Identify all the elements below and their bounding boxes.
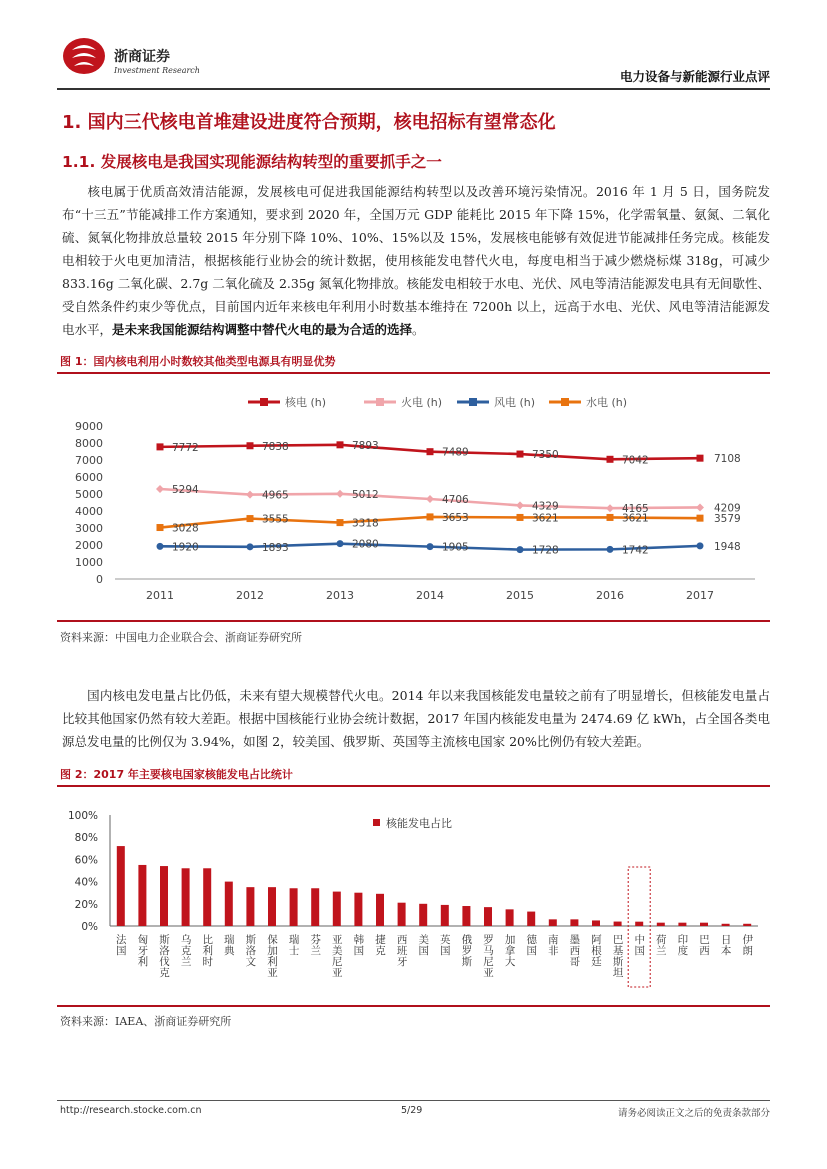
data-point — [517, 514, 524, 521]
bar — [592, 920, 600, 926]
data-point — [156, 485, 164, 493]
bar — [376, 894, 384, 926]
bar — [635, 922, 643, 926]
x-tick-label: 美国 — [417, 934, 430, 956]
y-tick-label: 4000 — [75, 505, 103, 518]
data-point — [516, 501, 524, 509]
x-tick-label: 巴基斯坦 — [611, 934, 624, 978]
data-point — [337, 441, 344, 448]
y-tick-label: 3000 — [75, 522, 103, 535]
data-point — [247, 442, 254, 449]
legend-label: 风电 (h) — [494, 396, 536, 409]
data-label: 4209 — [714, 502, 741, 515]
x-tick-label: 2015 — [506, 589, 534, 602]
y-tick-label: 80% — [74, 832, 98, 845]
logo-cn-text: 浙商证券 — [114, 49, 170, 65]
bar — [722, 924, 730, 926]
company-logo — [62, 36, 106, 76]
data-point — [247, 543, 254, 550]
legend-label: 核能发电占比 — [386, 817, 452, 830]
legend-marker — [561, 398, 569, 406]
bar — [246, 887, 254, 926]
bar — [441, 905, 449, 926]
paragraph-1 — [62, 180, 770, 341]
x-tick-label: 法国 — [114, 934, 127, 956]
highlight-box — [628, 867, 650, 987]
data-label: 3653 — [442, 511, 469, 524]
bar — [700, 923, 708, 926]
bar — [678, 923, 686, 926]
x-tick-label: 2016 — [596, 589, 624, 602]
footer-disclaimer: 请务必阅读正文之后的免责条款部分 — [617, 1108, 770, 1119]
bar — [657, 923, 665, 926]
x-tick-label: 保加利亚 — [266, 934, 278, 978]
x-tick-label: 比利时 — [201, 934, 214, 967]
y-tick-label: 0% — [81, 921, 98, 933]
x-tick-label: 阿根廷 — [590, 934, 602, 967]
data-label: 1948 — [714, 540, 741, 553]
data-label: 1905 — [442, 541, 469, 554]
bar — [743, 924, 751, 926]
figure-1-title: 图 1：国内核电利用小时数较其他类型电源具有明显优势 — [60, 355, 336, 368]
data-label: 7489 — [442, 446, 469, 459]
data-point — [336, 490, 344, 498]
x-tick-label: 巴西 — [698, 934, 710, 956]
x-tick-label: 墨西哥 — [568, 934, 581, 967]
data-point — [427, 448, 434, 455]
y-tick-label: 9000 — [75, 420, 103, 433]
data-point — [607, 514, 614, 521]
header-divider — [57, 88, 770, 90]
x-tick-label: 印度 — [676, 934, 689, 956]
data-label: 3555 — [262, 513, 289, 526]
bar — [506, 909, 514, 926]
bar — [268, 887, 276, 926]
bar — [614, 922, 622, 926]
data-point — [697, 542, 704, 549]
legend-label: 水电 (h) — [586, 396, 628, 409]
paragraph-1-text: 核电属于优质高效清洁能源，发展核电可促进我国能源结构转型以及改善环境污染情况。2016 年 1 月 5 日，国务院发布“十三五”节能减排工作方案通知，要求到 2020 年，全国万元 GDP 能耗比 2015 年下降 15%，化学需氧量、氨氮、二氧化硫、氮氧化物排放总量较 2015 年分别下降 10%、10%、15%以及 15%，发展核电能够有效促进节能减排任务完成。核能发电相较于火电更加清洁，根据核能行业协会的统计数据，使用核能发电替代火电，每度电相当于减少燃烧标煤 318g，可减少 833.16g 二氧化碳、2.7g 二氧化硫及 2.35g 氮氧化物排放。核能发电相较于水电、光伏、风电等清洁能源发电具有无间歇性、受自然条件约束少等优点，目前国内近年来核电年利用小时数基本维持在 7200h 以上，远高于水电、光伏、风电等清洁能源发电水平， — [62, 184, 770, 337]
x-tick-label: 亚美尼亚 — [330, 934, 343, 978]
bar — [290, 888, 298, 926]
data-label: 3621 — [622, 512, 649, 525]
x-tick-label: 俄罗斯 — [460, 934, 473, 967]
data-label: 1893 — [262, 541, 289, 554]
y-tick-label: 8000 — [75, 437, 103, 450]
figure-2-bottom-rule — [57, 1005, 770, 1007]
figure-1-bottom-rule — [57, 620, 770, 622]
x-tick-label: 芬兰 — [309, 934, 322, 956]
data-label: 1728 — [532, 544, 559, 557]
legend-marker — [373, 819, 380, 826]
bar — [462, 906, 470, 926]
figure-1-line-chart — [60, 380, 768, 616]
bar — [138, 865, 146, 926]
x-tick-label: 2013 — [326, 589, 354, 602]
x-tick-label: 韩国 — [352, 934, 365, 956]
data-label: 3028 — [172, 522, 199, 535]
x-tick-label: 西班牙 — [395, 934, 408, 967]
paragraph-1-end: 。 — [412, 322, 425, 337]
y-tick-label: 20% — [74, 898, 98, 911]
paragraph-2-text: 国内核电发电量占比仍低，未来有望大规模替代火电。2014 年以来我国核能发电量较之前有了明显增长，但核能发电量占比较其他国家仍然有较大差距。根据中国核能行业协会统计数据，2017 年国内核能发电量为 2474.69 亿 kWh，占全国各类电源总发电量的比例仅为 3.94%，如图 2，较美国、俄罗斯、英国等主流核电国家 20%比例仍有较大差距。 — [62, 688, 770, 749]
bar — [160, 866, 168, 926]
x-tick-label: 斯洛文 — [244, 934, 257, 967]
x-tick-label: 瑞典 — [222, 934, 235, 956]
x-tick-label: 捷克 — [374, 934, 386, 956]
data-point — [607, 456, 614, 463]
y-tick-label: 40% — [74, 876, 98, 889]
x-tick-label: 2012 — [236, 589, 264, 602]
x-tick-label: 中国 — [633, 934, 646, 956]
data-point — [517, 546, 524, 553]
x-tick-label: 日本 — [719, 934, 732, 956]
data-label: 7042 — [622, 454, 649, 467]
legend-marker — [260, 398, 268, 406]
bar — [182, 868, 190, 926]
data-label: 4706 — [442, 493, 469, 506]
data-label: 5294 — [172, 484, 199, 497]
data-label: 7838 — [262, 440, 289, 453]
x-tick-label: 瑞士 — [287, 934, 300, 956]
bar — [117, 846, 125, 926]
y-tick-label: 7000 — [75, 454, 103, 467]
paragraph-2 — [62, 684, 770, 753]
bar — [354, 893, 362, 926]
y-tick-label: 100% — [67, 810, 98, 822]
data-label: 1920 — [172, 541, 199, 554]
bar — [203, 868, 211, 926]
logo-en-text: Investment Research — [114, 66, 200, 75]
data-label: 3621 — [532, 512, 559, 525]
figure-1-source: 资料来源：中国电力企业联合会、浙商证券研究所 — [60, 631, 302, 644]
data-label: 4965 — [262, 489, 289, 502]
x-tick-label: 荷兰 — [654, 934, 667, 956]
data-point — [696, 503, 704, 511]
x-tick-label: 2014 — [416, 589, 444, 602]
data-label: 3579 — [714, 513, 741, 526]
x-tick-label: 斯洛伐克 — [158, 934, 170, 978]
bar — [311, 888, 319, 926]
data-label: 1742 — [622, 544, 649, 557]
data-label: 7893 — [352, 439, 379, 452]
x-tick-label: 伊朗 — [741, 934, 754, 956]
x-tick-label: 匈牙利 — [136, 934, 149, 967]
footer-divider — [57, 1100, 770, 1101]
bar — [419, 904, 427, 926]
figure-2-top-rule — [57, 785, 770, 787]
data-point — [607, 546, 614, 553]
data-label: 4165 — [622, 503, 649, 516]
x-tick-label: 乌克兰 — [179, 934, 192, 967]
data-point — [427, 513, 434, 520]
data-point — [157, 443, 164, 450]
y-tick-label: 0 — [96, 573, 103, 586]
figure-2-source: 资料来源：IAEA、浙商证券研究所 — [60, 1015, 232, 1028]
legend-label: 核电 (h) — [285, 396, 327, 409]
bar — [398, 903, 406, 926]
x-tick-label: 2017 — [686, 589, 714, 602]
bar — [549, 919, 557, 926]
data-point — [427, 543, 434, 550]
data-point — [606, 504, 614, 512]
y-tick-label: 60% — [74, 854, 98, 867]
y-tick-label: 6000 — [75, 471, 103, 484]
legend-marker — [469, 398, 477, 406]
legend-label: 火电 (h) — [401, 396, 443, 409]
x-tick-label: 德国 — [525, 934, 538, 956]
y-tick-label: 5000 — [75, 488, 103, 501]
x-tick-label: 南非 — [546, 934, 559, 956]
y-tick-label: 1000 — [75, 556, 103, 569]
footer-url[interactable]: http://research.stocke.com.cn — [60, 1105, 202, 1116]
figure-2-bar-chart — [60, 795, 768, 1001]
data-label: 5012 — [352, 488, 379, 501]
data-point — [697, 455, 704, 462]
data-point — [157, 524, 164, 531]
figure-1-top-rule — [57, 372, 770, 374]
data-point — [426, 495, 434, 503]
legend-marker — [376, 398, 384, 406]
data-label: 4329 — [532, 500, 559, 513]
data-point — [247, 515, 254, 522]
data-label: 7350 — [532, 449, 559, 462]
x-tick-label: 2011 — [146, 589, 174, 602]
data-point — [337, 540, 344, 547]
bar — [527, 912, 535, 926]
data-label: 3318 — [352, 517, 379, 530]
x-tick-label: 加拿大 — [503, 934, 516, 967]
data-point — [337, 519, 344, 526]
subsection-heading: 1.1. 发展核电是我国实现能源结构转型的重要抓手之一 — [62, 153, 442, 171]
data-label: 7772 — [172, 441, 199, 454]
paragraph-1-bold: 是未来我国能源结构调整中替代火电的最为合适的选择 — [112, 322, 413, 337]
data-point — [157, 543, 164, 550]
data-label: 2080 — [352, 538, 379, 551]
data-point — [697, 515, 704, 522]
data-label: 7108 — [714, 453, 741, 466]
bar — [333, 892, 341, 926]
bar — [484, 907, 492, 926]
data-point — [517, 451, 524, 458]
data-point — [246, 491, 254, 499]
x-tick-label: 英国 — [438, 934, 451, 956]
y-tick-label: 2000 — [75, 539, 103, 552]
figure-2-title: 图 2：2017 年主要核电国家核能发电占比统计 — [60, 768, 293, 781]
section-heading: 1. 国内三代核电首堆建设进度符合预期，核电招标有望常态化 — [62, 112, 556, 133]
page-number: 5/29 — [401, 1105, 423, 1116]
report-type: 电力设备与新能源行业点评 — [619, 69, 770, 84]
bar — [570, 919, 578, 926]
bar — [225, 882, 233, 926]
x-tick-label: 罗马尼亚 — [482, 934, 494, 978]
